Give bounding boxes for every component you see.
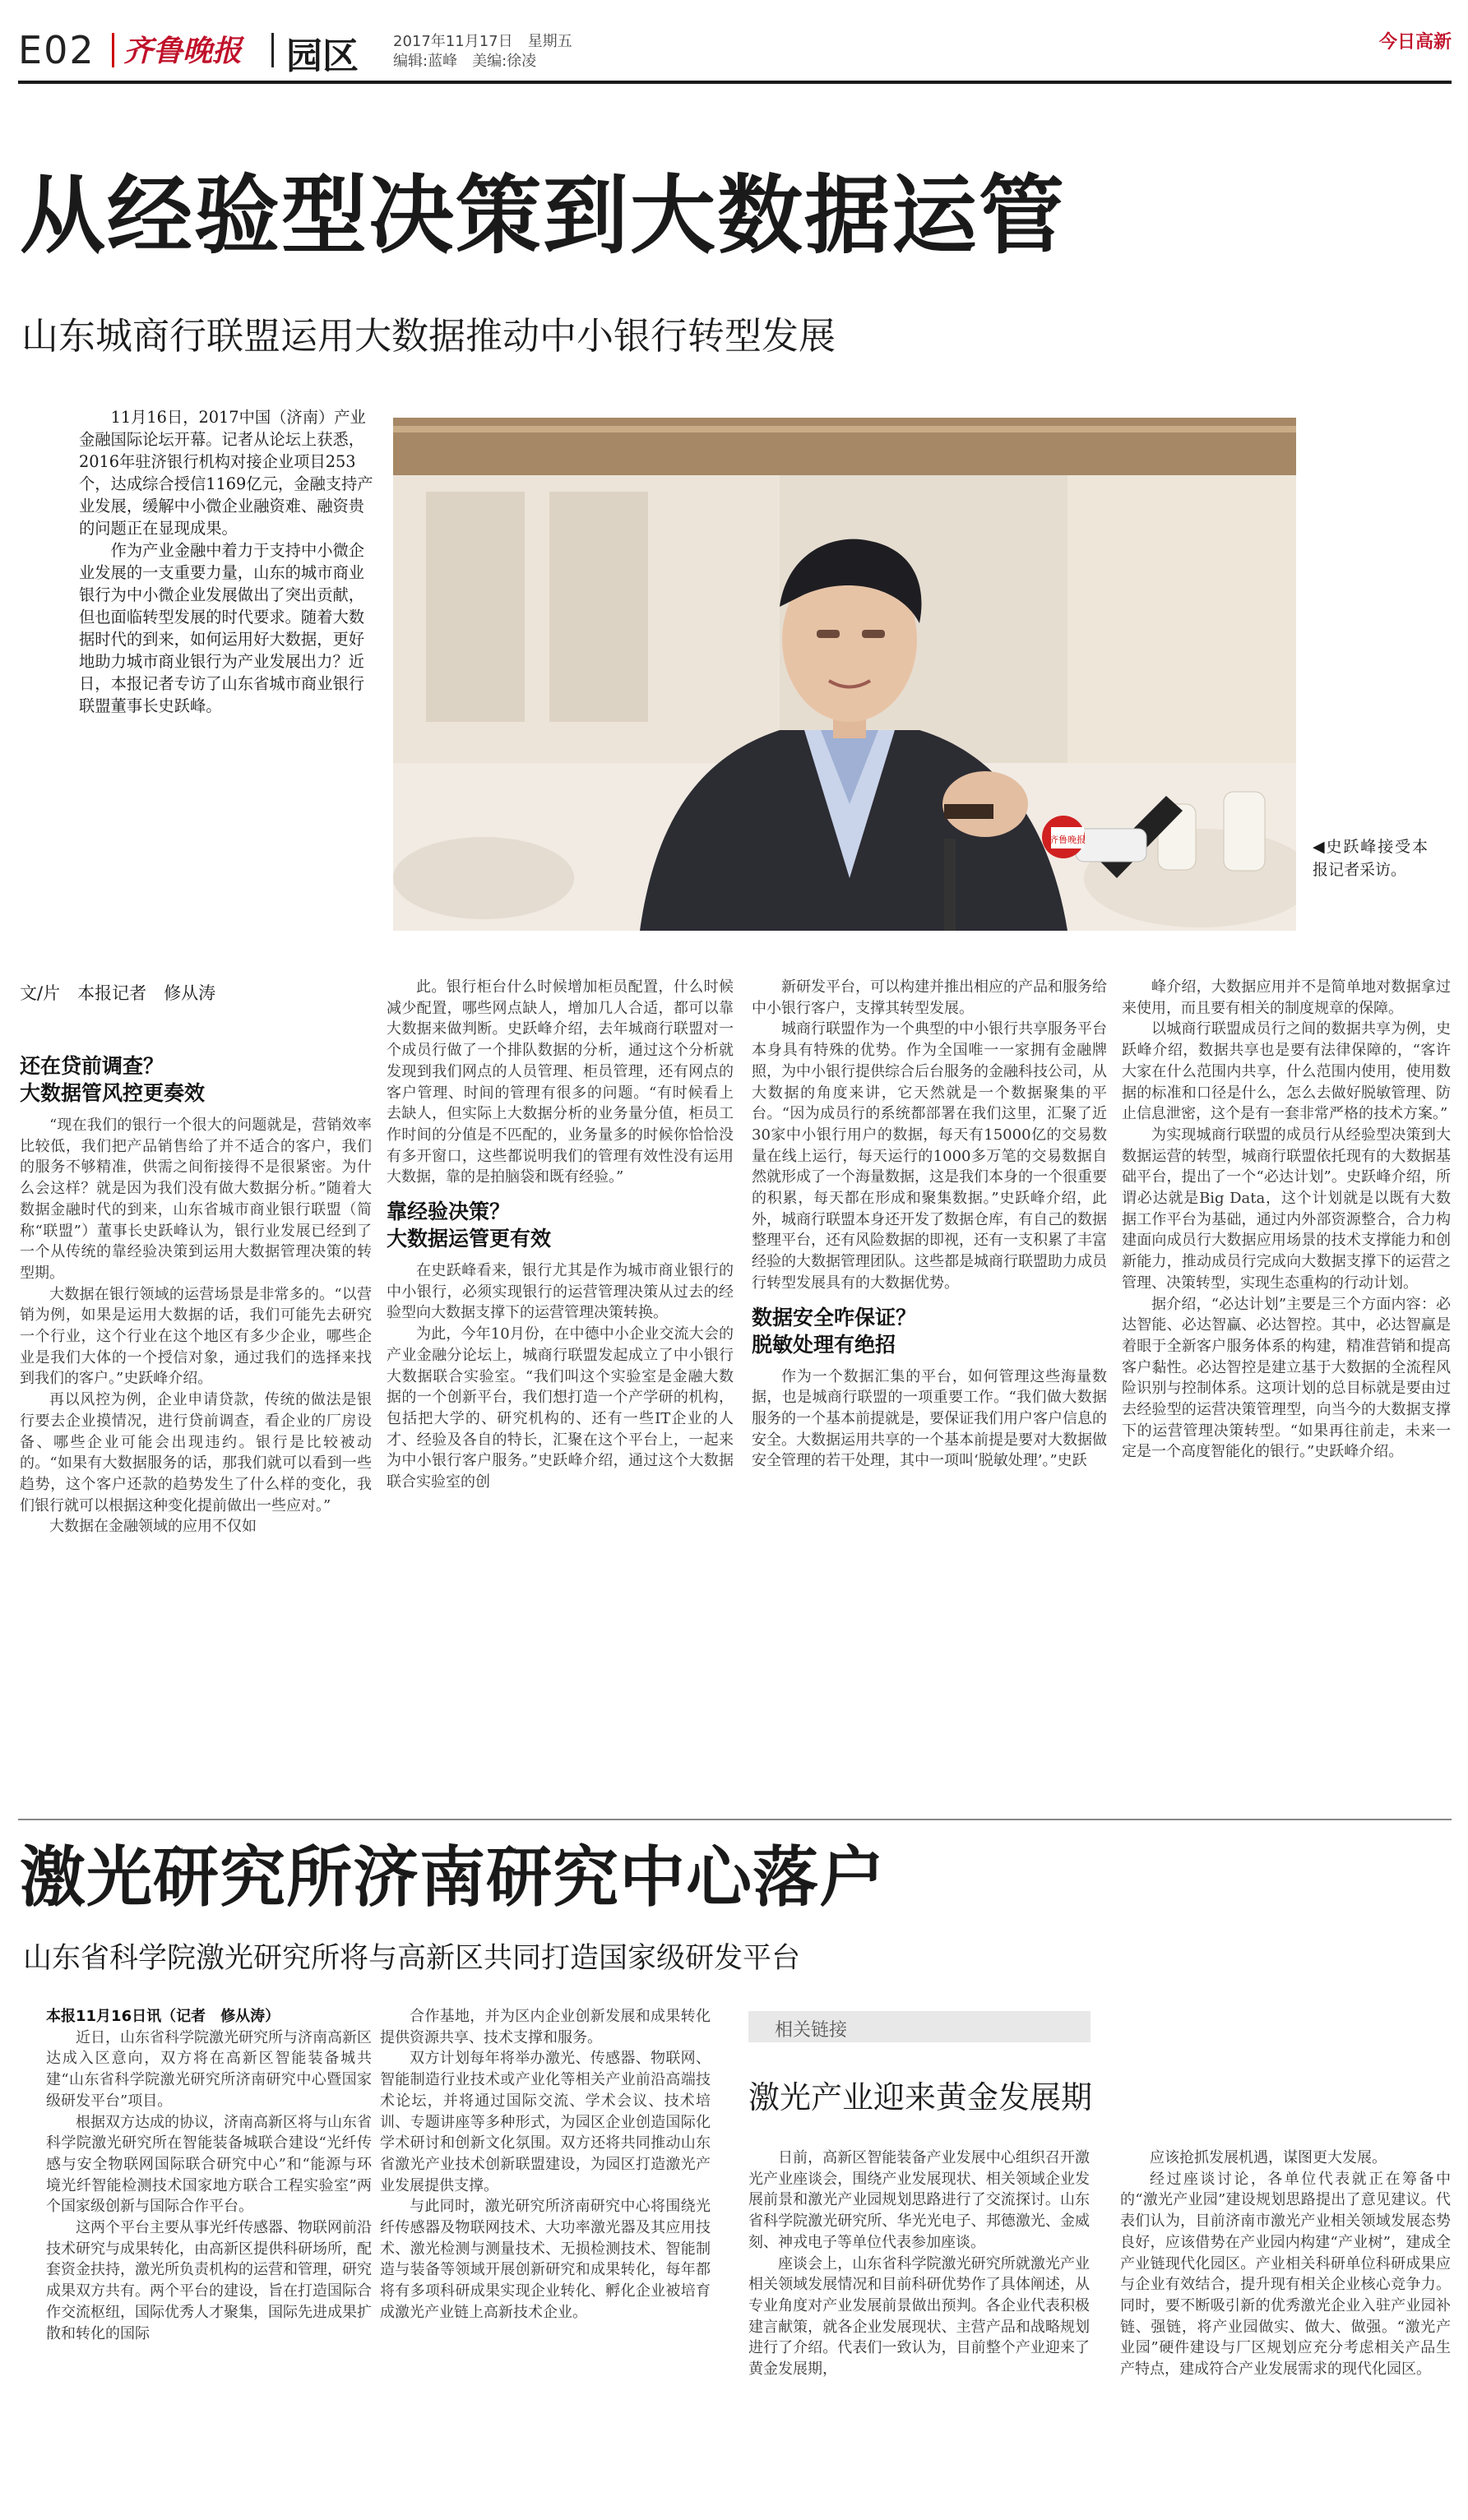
body-paragraph: 大数据在金融领域的应用不仅如	[49, 1518, 257, 1536]
second-subheadline: 山东省科学院激光研究所将与高新区共同打造国家级研发平台	[23, 1942, 801, 1975]
body-paragraph: 以城商行联盟成员行之间的数据共享为例，史跃峰介绍，数据共享也是要有法律保障的，“客许大家在什么范围内共享，什么范围内使用，使用数据的标准和口径是什么，怎么去做好脱敏管理、防止信息泄密，这个是有一套非常严格的技术方案。”	[1122, 1020, 1451, 1123]
section-subhead: 靠经验决策？ 大数据运管更有效	[387, 1200, 552, 1251]
column-name: 今日高新	[1378, 32, 1452, 53]
body-paragraph: 峰介绍，大数据应用并不是简单地对数据拿过来使用，而且要有相关的制度规章的保障。	[1122, 978, 1451, 1017]
body-paragraph: 根据双方达成的协议，济南高新区将与山东省科学院激光研究所在智能装备城联合建设“光纤传感与安全物联网国际联合研究中心”和“能源与环境光纤智能检测技术国家地方联合工程实验室”两个国家级创新与国际合作平台。	[46, 2113, 372, 2216]
body-paragraph: 这两个平台主要从事光纤传感器、物联网前沿技术研究与成果转化，由高新区提供科研场所，配套资金扶持，激光所负责机构的运营和管理，研究成果双方共有。两个平台的建设，旨在打造国际合作交流枢纽，国际优秀人才聚集，国际先进成果扩散和转化的国际	[46, 2219, 372, 2342]
section-subhead: 数据安全咋保证？ 脱敏处理有绝招	[752, 1305, 917, 1357]
body-paragraph: 双方计划每年将举办激光、传感器、物联网、智能制造行业技术或产业化等相关产业前沿高端技术论坛，并将通过国际交流、学术会议、技术培训、专题讲座等多种形式，为园区企业创造国际化学术研讨和创新文化氛围。双方还将共同推动山东省激光产业技术创新联盟建设，为园区打造激光产业发展提供支撑。	[380, 2050, 711, 2194]
related-headline: 激光产业迎来黄金发展期	[748, 2079, 1093, 2115]
intro-paragraph: 11月16日，2017中国（济南）产业金融国际论坛开幕。记者从论坛上获悉，2016年驻济银行机构对接企业项目253个，达成综合授信1169亿元，金融支持产业发展，缓解中小微企业融资难、融资贵的问题正在显现成果。	[79, 408, 373, 538]
lead-headline: 从经验型决策到大数据运管	[20, 165, 1067, 266]
photo-illustration	[393, 418, 1296, 931]
mic-logo-text: 齐鲁晚报	[1049, 835, 1086, 845]
lead-column-2	[387, 977, 734, 1774]
article-divider	[18, 1819, 1452, 1820]
body-paragraph: 城商行联盟作为一个典型的中小银行共享服务平台本身具有特殊的优势。作为全国唯一一家拥有金融牌照，为中小银行提供综合后台服务的金融科技公司，从大数据的角度来讲，它天然就是一个数据聚集的平台。“因为成员行的系统都部署在我们这里，汇聚了近30家中小银行用户的数据，每天有15000亿的交易数量在线上运行，每天运行的1000多万笔的交易数据自然就形成了一个海量数据，这是我们本身的一个很重要的积累，每天都在形成和聚集数据。”史跃峰介绍，此外，城商行联盟本身还开发了数据仓库，有自己的数据整理平台，还有风险数据的即视，还有一支积累了丰富经验的大数据管理团队。这些都是城商行联盟助力成员行转型发展具有的大数据优势。	[752, 1020, 1107, 1292]
second-headline: 激光研究所济南研究中心落户	[20, 1839, 886, 1916]
body-paragraph: “现在我们的银行一个很大的问题就是，营销效率比较低，我们把产品销售给了并不适合的客户，我们的服务不够精准，供需之间衔接得不是很紧密。为什么会这样？就是因为我们没有做大数据分析。”随着大数据金融时代的到来，山东省城市商业银行联盟（简称“联盟”）董事长史跃峰认为，银行业发展已经到了一个从传统的靠经验决策到运用大数据管理决策的转型期。	[20, 1117, 372, 1282]
related-link-label: 相关链接	[775, 2020, 848, 2041]
body-paragraph: 应该抢抓发展机遇，谋图更大发展。	[1150, 2149, 1387, 2166]
body-paragraph: 新研发平台，可以构建并推出相应的产品和服务给中小银行客户，支撑其转型发展。	[752, 978, 1107, 1017]
header-rule	[18, 81, 1452, 84]
lead-column-3	[752, 977, 1107, 1774]
body-paragraph: 作为一个数据汇集的平台，如何管理这些海量数据，也是城商行联盟的一项重要工作。“我们做大数据服务的一个基本前提就是，要保证我们用户客户信息的安全。大数据运用共享的一个基本前提是要对大数据做安全管理的若干处理，其中一项叫‘脱敏处理’。”史跃	[752, 1367, 1107, 1470]
body-paragraph: 与此同时，激光研究所济南研究中心将围绕光纤传感器及物联网技术、大功率激光器及其应用技术、激光检测与测量技术、无损检测技术、智能制造与装备等领域开展创新研究和成果转化，每年都将有多项科研成果实现企业转化、孵化企业被培育成激光产业链上高新技术企业。	[380, 2198, 711, 2321]
section-name: 园区	[286, 35, 359, 77]
body-paragraph: 在史跃峰看来，银行尤其是作为城市商业银行的中小银行，必须实现银行的运营管理决策从过去的经验型向大数据支撑下的运营管理决策转换。	[387, 1262, 734, 1322]
lead-subheadline: 山东城商行联盟运用大数据推动中小银行转型发展	[21, 314, 836, 358]
body-paragraph: 据介绍，“必达计划”主要是三个方面内容：必达智能、必达智赢、必达智控。其中，必达智赢是着眼于全新客户服务体系的构建，精准营销和提高客户黏性。必达智控是建立基于大数据的全流程风险识别与控制体系。这项计划的总目标就是要由过去经验型的运营决策管理型，向当今的大数据支撑下的运营管理决策转型。“如果再往前走，未来一定是一个高度智能化的银行。”史跃峰介绍。	[1122, 1295, 1451, 1461]
body-paragraph: 日前，高新区智能装备产业发展中心组织召开激光产业座谈会，围绕产业发展现状、相关领域企业发展前景和激光产业园规划思路进行了交流探讨。山东省科学院激光研究所、华光光电子、邦德激光、金威刻、神戎电子等单位代表参加座谈。	[748, 2149, 1090, 2251]
second-column-1	[46, 2006, 372, 2508]
lead-column-4	[1122, 977, 1451, 1774]
editor-credits: 编辑:蓝峰 美编:徐凌	[393, 53, 537, 70]
related-column-1	[748, 2148, 1090, 2509]
header-divider	[112, 33, 114, 67]
body-paragraph: 经过座谈讨论，各单位代表就正在筹备中的“激光产业园”建设规划思路提出了意见建议。代表们认为，目前济南市激光产业相关领域发展态势良好，应该借势在产业园内构建“产业树”，建成全产业链现代化园区。产业相关科研单位科研成果应与企业有效结合，提升现有相关企业核心竞争力。同时，要不断吸引新的优秀激光企业入驻产业园补链、强链，将产业园做实、做大、做强。“激光产业园”硬件建设与厂区规划应充分考虑相关产品生产特点，建成符合产业发展需求的现代化园区。	[1120, 2170, 1451, 2379]
dateline: 本报11月16日讯（记者 修从涛）	[46, 2008, 280, 2025]
masthead-logo: 齐鲁晚报	[123, 34, 243, 68]
lead-intro	[79, 406, 373, 717]
body-paragraph: 座谈会上，山东省科学院激光研究所就激光产业相关领域发展情况和目前科研优势作了具体阐述，从专业角度对产业发展前景做出预判。各企业代表积极建言献策，就各企业发展现状、主营产品和战略规划进行了介绍。代表们一致认为，目前整个产业迎来了黄金发展期，	[748, 2254, 1090, 2379]
lead-column-1	[20, 1043, 372, 1774]
page-number: E02	[18, 28, 95, 72]
related-column-2	[1120, 2148, 1451, 2509]
header-divider	[271, 33, 274, 67]
interview-photo	[393, 418, 1296, 931]
body-paragraph: 合作基地，并为区内企业创新发展和成果转化提供资源共享、技术支撑和服务。	[380, 2008, 711, 2046]
body-paragraph: 为实现城商行联盟的成员行从经验型决策到大数据运营的转型，城商行联盟依托现有的大数据基础平台，提出了一个“必达计划”。史跃峰介绍，所谓必达就是Big Data，这个计划就是以既有大数据工作平台为基础，通过内外部资源整合，合力构建面向成员行大数据应用场景的技术支撑能力和创新能力，推动成员行完成向大数据支撑下的运营之管理、决策转型，实现生态重构的行动计划。	[1122, 1126, 1451, 1292]
section-subhead: 还在贷前调查？ 大数据管风控更奏效	[20, 1054, 206, 1105]
lead-byline: 文/片 本报记者 修从涛	[20, 983, 216, 1003]
second-column-2	[380, 2006, 711, 2508]
intro-paragraph: 作为产业金融中着力于支持中小微企业发展的一支重要力量，山东的城市商业银行为中小微企业发展做出了突出贡献，但也面临转型发展的时代要求。随着大数据时代的到来，如何运用好大数据，更好地助力城市商业银行为产业发展出力？近日，本报记者专访了山东省城市商业银行联盟董事长史跃峰。	[79, 541, 365, 715]
body-paragraph: 为此，今年10月份，在中德中小企业交流大会的产业金融分论坛上，城商行联盟发起成立了中小银行大数据联合实验室。“我们叫这个实验室是金融大数据的一个创新平台，我们想打造一个产学研的机构，包括把大学的、研究机构的、还有一些IT企业的人才、经验及各自的特长，汇聚在这个平台上，一起来为中小银行客户服务。”史跃峰介绍，通过这个大数据联合实验室的创	[387, 1325, 734, 1491]
body-paragraph: 近日，山东省科学院激光研究所与济南高新区达成入区意向，双方将在高新区智能装备城共建“山东省科学院激光研究所济南研究中心暨国家级研发平台”项目。	[46, 2028, 372, 2110]
photo-caption: ◀史跃峰接受本报记者采访。	[1313, 838, 1428, 879]
body-paragraph: 大数据在银行领域的运营场景是非常多的。“以营销为例，如果是运用大数据的话，我们可能先去研究一个行业，这个行业在这个地区有多少企业，哪些企业是我们大体的一个授信对象，通过我们的选择来找到我们的客户。”史跃峰介绍。	[20, 1285, 372, 1388]
issue-date: 2017年11月17日 星期五	[393, 33, 572, 50]
body-paragraph: 此。银行柜台什么时候增加柜员配置，什么时候减少配置，哪些网点缺人，增加几人合适，都可以靠大数据来做判断。史跃峰介绍，去年城商行联盟对一个成员行做了一个排队数据的分析，通过这个分析就发现到我们网点的人员管理、柜员管理，还有网点的客户管理、时间的管理有很多的问题。“有时候看上去缺人，但实际上大数据分析的业务量分值，柜员工作时间的分值是不匹配的，业务量多的时候你恰恰没有多开窗口，这些都说明我们的管理有效性没有运用大数据，靠的是拍脑袋和既有经验。”	[387, 978, 734, 1186]
body-paragraph: 再以风控为例，企业申请贷款，传统的做法是银行要去企业摸情况，进行贷前调查，看企业的厂房设备、哪些企业可能会出现违约。银行是比较被动的。“如果有大数据服务的话，那我们就可以看到一些趋势，这个客户还款的趋势发生了什么样的变化，我们银行就可以根据这种变化提前做出一些应对。”	[20, 1391, 372, 1514]
